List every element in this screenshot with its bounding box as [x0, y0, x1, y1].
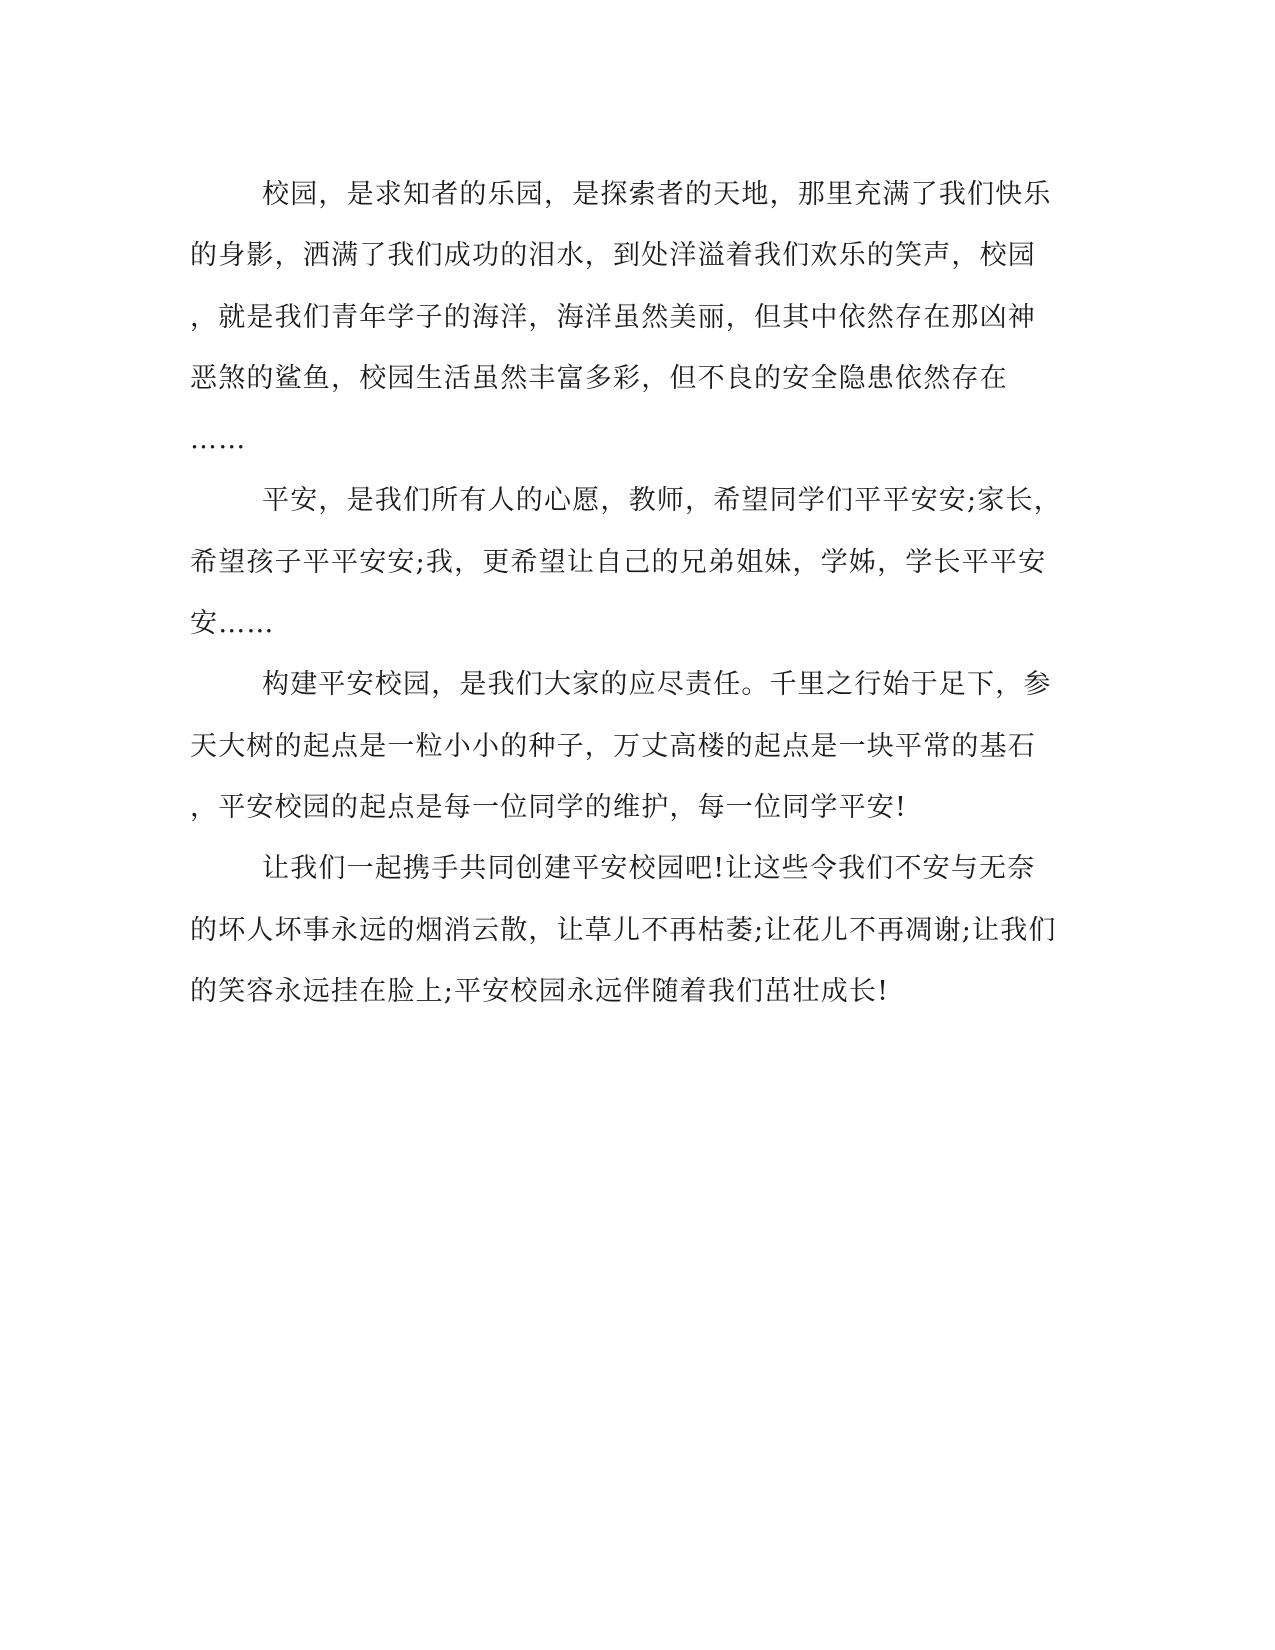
- paragraph-4-line-2: 的坏人坏事永远的烟消云散，让草儿不再枯萎;让花儿不再凋谢;让我们: [190, 914, 1057, 946]
- paragraph-3-line-1: 构建平安校园，是我们大家的应尽责任。千里之行始于足下，参: [262, 669, 1052, 701]
- paragraph-1-line-5: ……: [190, 424, 247, 456]
- paragraph-1-line-1: 校园，是求知者的乐园，是探索者的天地，那里充满了我们快乐: [262, 179, 1052, 210]
- paragraph-2-line-2: 希望孩子平平安安;我，更希望让自己的兄弟姐妹，学姊，学长平平安: [190, 546, 1047, 578]
- paragraph-1-line-2: 的身影，洒满了我们成功的泪水，到处洋溢着我们欢乐的笑声，校园: [190, 240, 1036, 272]
- paragraph-1-line-4: 恶煞的鲨鱼，校园生活虽然丰富多彩，但不良的安全隐患依然存在: [190, 362, 1008, 394]
- paragraph-3-line-2: 天大树的起点是一粒小小的种子，万丈高楼的起点是一块平常的基石: [190, 730, 1036, 762]
- paragraph-4-line-1: 让我们一起携手共同创建平安校园吧!让这些令我们不安与无奈: [262, 853, 1036, 885]
- paragraph-2-line-3: 安……: [190, 608, 275, 640]
- paragraph-4-line-3: 的笑容永远挂在脸上;平安校园永远伴随着我们茁壮成长!: [190, 975, 890, 1007]
- paragraph-2-line-1: 平安，是我们所有人的心愿，教师，希望同学们平平安安;家长，: [262, 485, 1062, 517]
- body-text: [190, 164, 1080, 1022]
- paragraph-1-line-3: ，就是我们青年学子的海洋，海洋虽然美丽，但其中依然存在那凶神: [190, 301, 1036, 333]
- paragraph-3-line-3: ，平安校园的起点是每一位同学的维护，每一位同学平安!: [190, 791, 908, 823]
